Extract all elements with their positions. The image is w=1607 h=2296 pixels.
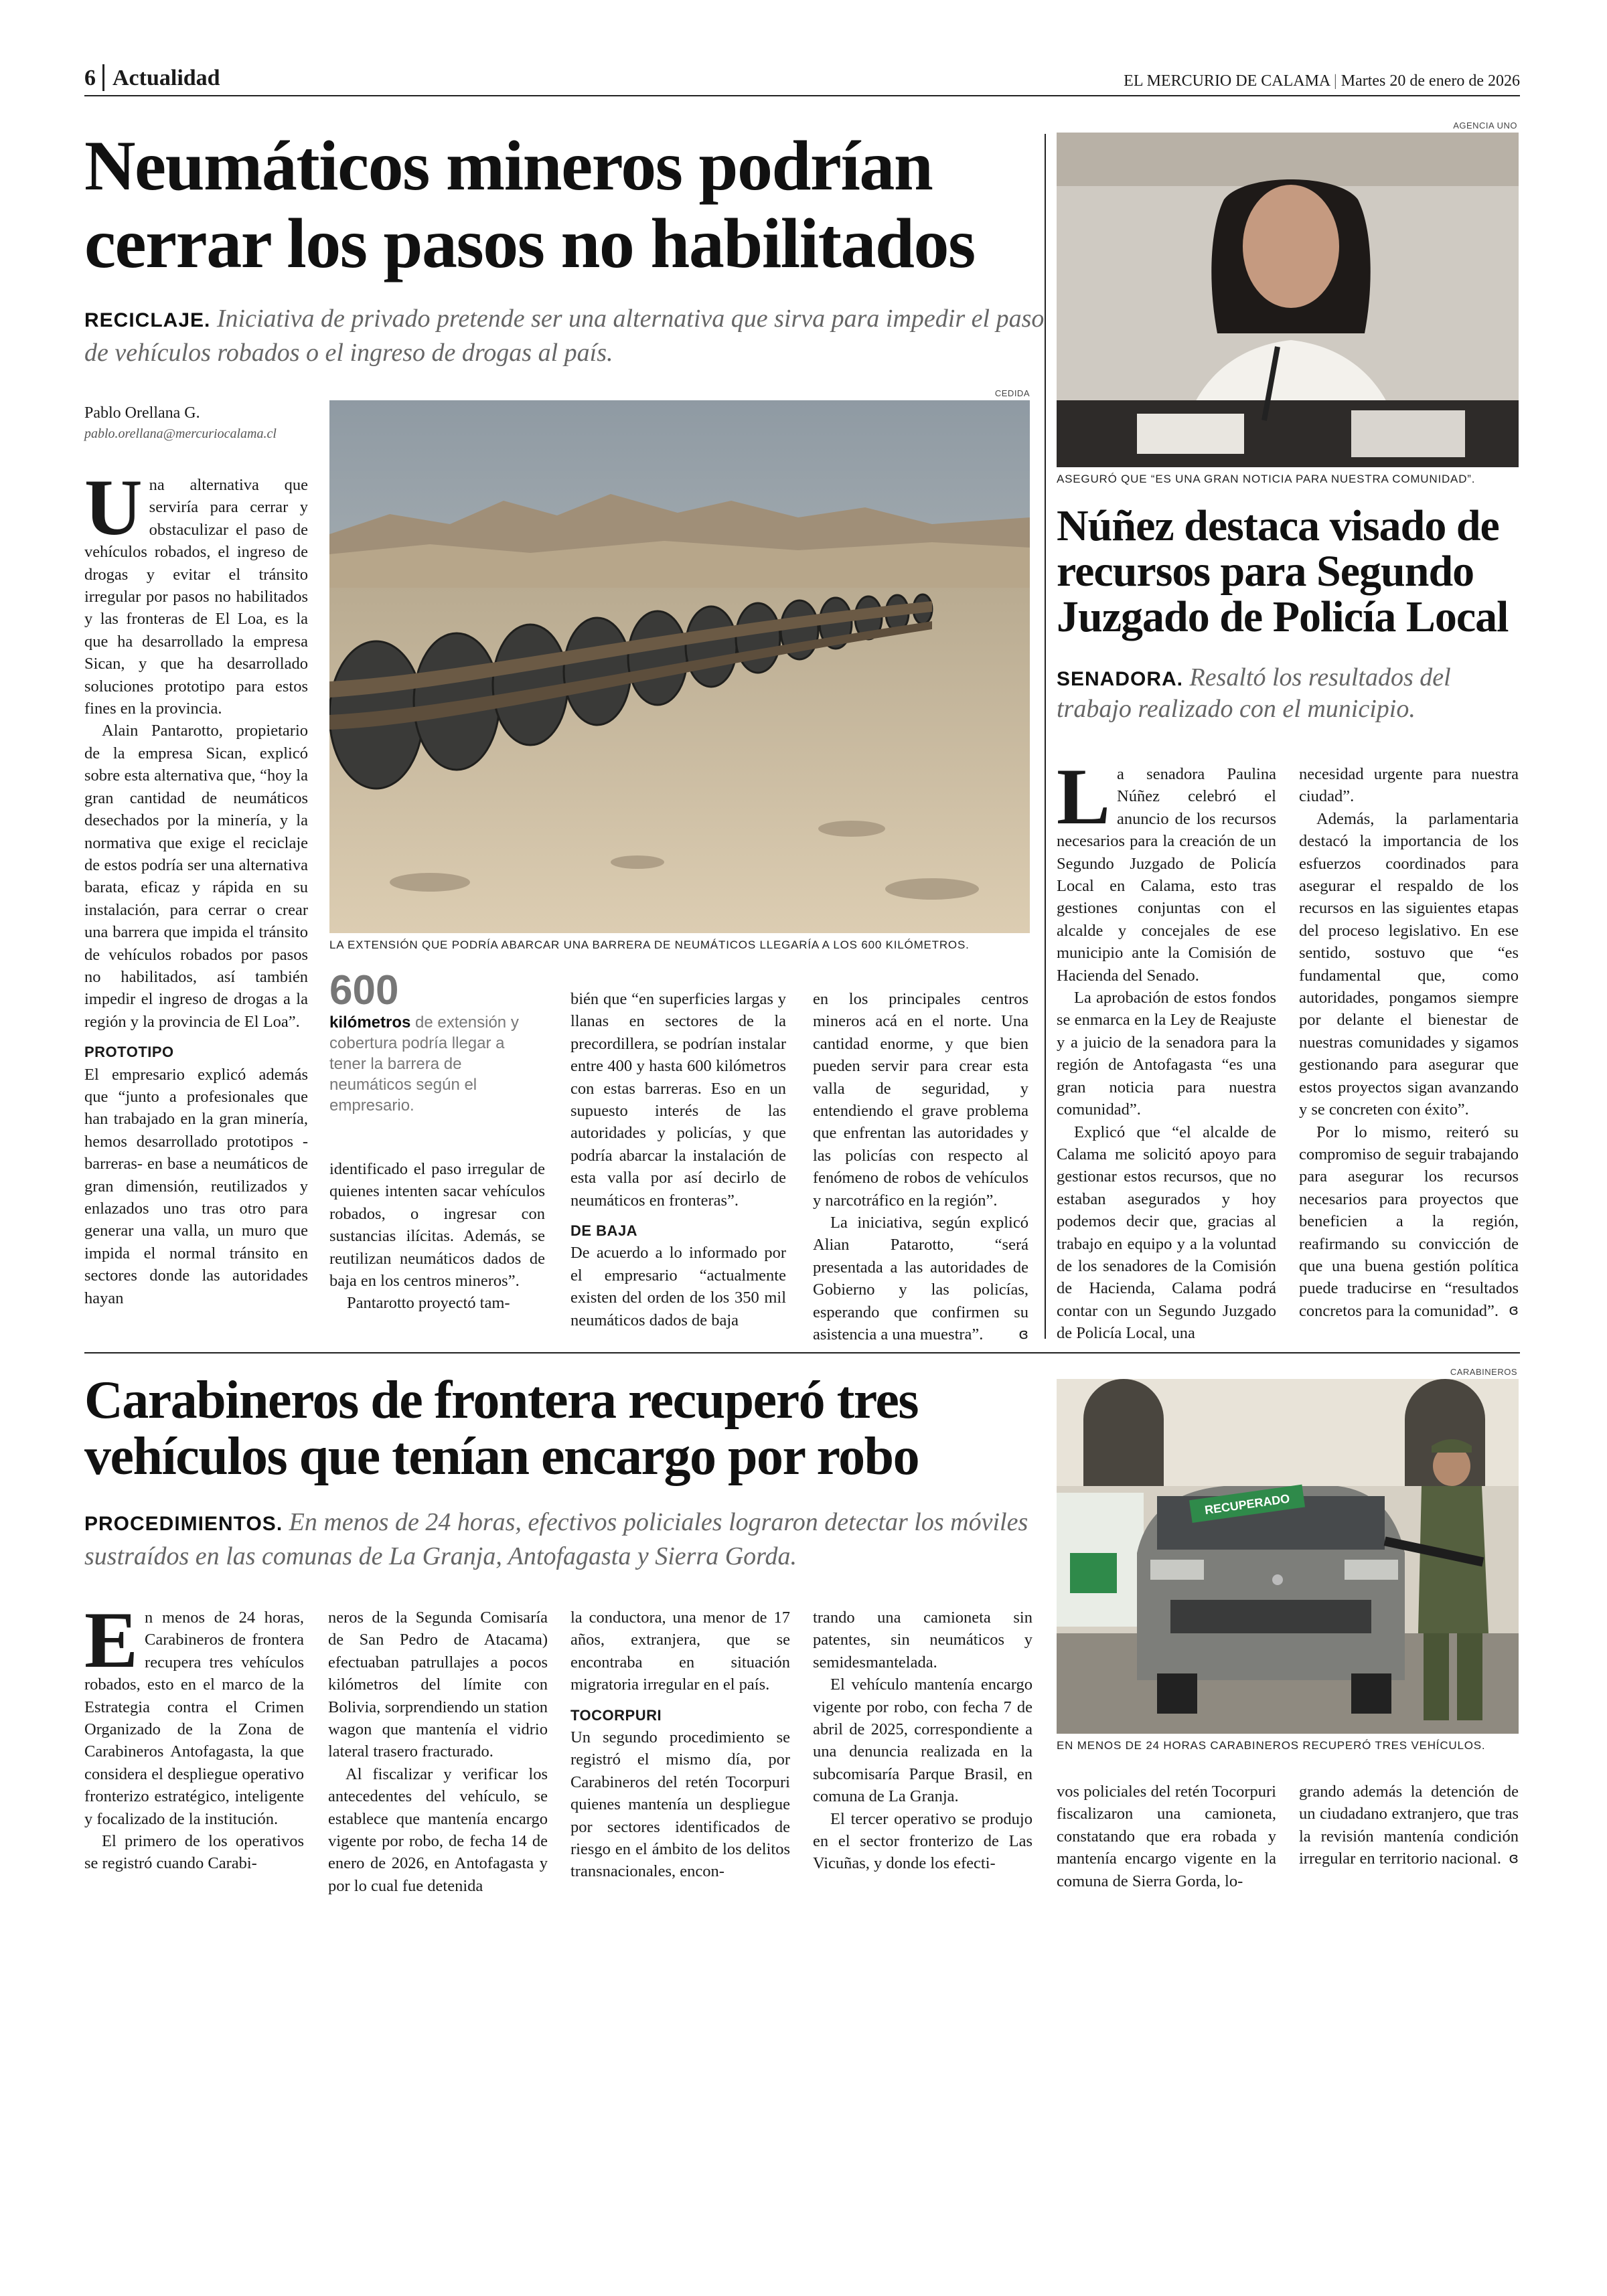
article3-column-5: [1057, 1781, 1276, 1892]
article3-photo-caption: EN MENOS DE 24 HORAS CARABINEROS RECUPERÓ TRES VEHÍCULOS.: [1057, 1739, 1486, 1752]
article1-column-2: [329, 1158, 545, 1315]
header-publication: EL MERCURIO DE CALAMA | Martes 20 de enero de 2026: [1124, 72, 1520, 90]
article1-col2-p2: Pantarotto proyectó tam-: [347, 1294, 510, 1313]
article3-subhead-tocorpuri: TOCORPURI: [570, 1706, 662, 1724]
author-name: Pablo Orellana G.: [84, 404, 200, 422]
senator-photo: [1057, 133, 1519, 467]
article1-col1-p3: El empresario explicó además que “junto a profesionales que han trabajado en la gran minería, hemos desarrollado prototipos -barreras- en base a neumáticos de gran dimensión, reutilizados y enlazados uno tras otro para generar una valla, un muro que impida el normal tránsito en sectores donde las autoridades hayan: [84, 1065, 308, 1307]
article2-deck-text: Resaltó los resultados del trabajo realizado con el municipio.: [1057, 663, 1451, 723]
article3-col3-p2: Un segundo procedimiento se registró el mismo día, por Carabineros del retén Tocorpuri quienes mantenía un despliegue por sectores identificados de riesgo en el ámbito de los delitos transnacionales, encon-: [570, 1728, 790, 1881]
article1-subhead-prototipo: PROTOTIPO: [84, 1044, 174, 1061]
article2-column-2: [1299, 763, 1519, 1322]
article1-deck-text: Iniciativa de privado pretende ser una alternativa que sirva para impedir el paso de vehículos robados o el ingreso de drogas al país.: [84, 305, 1045, 367]
article1-stat-box: [329, 969, 545, 1116]
stat-number: 600: [329, 967, 399, 1013]
article3-column-6: [1299, 1781, 1519, 1870]
article3-column-4: [813, 1607, 1032, 1875]
recovered-badge-text: RECUPERADO: [1203, 1491, 1291, 1518]
article3-col2-p1: neros de la Segunda Comisaría de San Pedro de Atacama) efectuaban patrullajes a pocos kilómetros del límite con Bolivia, sorprendiendo un station wagon que mantenía el vidrio lateral trasero fracturado.: [328, 1609, 548, 1761]
publication-name: EL MERCURIO DE CALAMA: [1124, 72, 1330, 90]
article3-kicker: PROCEDIMIENTOS.: [84, 1513, 283, 1535]
column-separator: [1045, 134, 1046, 1339]
article3-deck-text: En menos de 24 horas, efectivos policiales lograron detectar los móviles sustraídos en las comunas de La Granja, Antofagasta y Sierra Gorda.: [84, 1508, 1028, 1570]
article3-deck: [84, 1506, 1049, 1572]
article3-column-2: [328, 1607, 548, 1897]
article1-col1-p2: Alain Pantarotto, propietario de la empresa Sican, explicó sobre esta alternativa que, “hoy la gran cantidad de neumáticos desechados por la minería, y la normativa que exige el reciclaje de estos podría ser una alternativa barata, eficaz y rápida en su instalación, para cerrar o crear una barrera que impida el tránsito de vehículos robados por pasos no habilitados, así también impedir el ingreso de drogas a la región y la provincia de El Loa”.: [84, 722, 308, 1031]
article2-kicker: SENADORA.: [1057, 668, 1184, 690]
article3-headline-line2: vehículos que tenían encargo por robo: [84, 1427, 919, 1486]
article1-photo-credit: CEDIDA: [994, 388, 1030, 398]
senator-image: [1057, 133, 1519, 467]
article1-deck: [84, 303, 1049, 369]
article1-column-4: [813, 988, 1028, 1345]
article1-subhead-debaja: DE BAJA: [570, 1222, 638, 1240]
page-number: 6: [84, 66, 96, 90]
article1-col2-p1: identificado el paso irregular de quienes intenten sacar vehículos robados, o ingresar con sustancias ilícitas. Además, se reutilizan neumáticos dados de baja en los centros mineros”.: [329, 1160, 545, 1291]
article1-byline: [84, 404, 312, 442]
article1-drop-cap: U: [84, 463, 143, 552]
article2-column-1: [1057, 752, 1276, 1345]
article3-col2-p2: Al fiscalizar y verificar los antecedentes del vehículo, se establece que mantenía encargo vigente por robo, de fecha 14 de enero de 2026, en Antofagasta y por lo cual fue detenida: [328, 1765, 548, 1895]
article1-kicker: RECICLAJE.: [84, 309, 211, 331]
header-divider: [102, 64, 104, 91]
article2-col2-p2: Además, la parlamentaria destacó la importancia de los esfuerzos coordinados para asegurar el respaldo de los recursos en las siguientes etapas del proceso legislativo. En ese sentido, sostuvo que “es fundamental que, como autoridades, pongamos siempre por delante el bienestar de nuestras comunidades y sigamos gestionando para asegurar que estos proyectos sigan avanzando y se concreten con éxito”.: [1299, 809, 1519, 1119]
article1-col4-p1: en los principales centros mineros acá en el norte. Una cantidad enorme, y que bien pueden servir para crear esta valla de seguridad, y entendiendo el grave problema que enfrentan las autoridades y las policías con respecto al fenómeno de robos de vehículos y narcotráfico en la región”.: [813, 990, 1028, 1210]
publication-date: Martes 20 de enero de 2026: [1341, 72, 1520, 90]
article3-col3-p1: la conductora, una menor de 17 años, extranjera, que se encontraba en situación migratoria irregular en el país.: [570, 1609, 790, 1694]
article3-col6-p1: grando además la detención de un ciudadano extranjero, que tras la revisión mantenía condición irregular en territorio nacional.: [1299, 1783, 1519, 1868]
author-email: pablo.orellana@mercuriocalama.cl: [84, 426, 277, 441]
recovered-vehicle-image: [1057, 1379, 1519, 1734]
article2-headline: [1057, 503, 1525, 640]
article1-end-mark: ɞ: [1018, 1325, 1028, 1343]
article2-headline-line1: Núñez destaca visado de: [1057, 501, 1499, 550]
article2-photo-credit: AGENCIA UNO: [1453, 120, 1517, 131]
article3-drop-cap: E: [84, 1595, 139, 1684]
article3-column-3: [570, 1607, 790, 1883]
article2-col1-p2: La aprobación de estos fondos se enmarca en la Ley de Reajuste y a juicio de la senadora para la región de Antofagasta “es una gran noticia para nuestra comunidad”.: [1057, 989, 1276, 1119]
article3-col5-p1: vos policiales del retén Tocorpuri fiscalizaron una camioneta, constatando que era robada y mantenía encargo vigente en la comuna de Sierra Gorda, lo-: [1057, 1783, 1276, 1890]
article1-photo-caption: LA EXTENSIÓN QUE PODRÍA ABARCAR UNA BARRERA DE NEUMÁTICOS LLEGARÍA A LOS 600 KILÓMETROS.: [329, 938, 970, 951]
recovered-vehicle-photo: [1057, 1379, 1519, 1734]
article1-col3-p2: De acuerdo a lo informado por el empresario “actualmente existen del orden de los 350 mil neumáticos dados de baja: [570, 1244, 786, 1329]
article2-col2-p1: necesidad urgente para nuestra ciudad”.: [1299, 765, 1519, 806]
tire-barrier-photo: [329, 400, 1030, 933]
article3-photo-credit: CARABINEROS: [1450, 1367, 1517, 1377]
article2-headline-line2: recursos para Segundo: [1057, 547, 1474, 596]
article1-headline-line1: Neumáticos mineros podrían: [84, 127, 933, 205]
article1-column-3: [570, 988, 786, 1331]
section-separator: [84, 1352, 1520, 1354]
section-name: Actualidad: [112, 66, 220, 90]
article2-drop-cap: L: [1057, 752, 1111, 841]
article3-col1-p1: n menos de 24 horas, Carabineros de frontera recupera tres vehículos robados, esto en el marco de la Estrategia contra el Crimen Organizado de la Zona de Carabineros Antofagasta, la que considera el despliegue operativo fronterizo estratégico, inteligente y focalizado de la institución.: [84, 1609, 304, 1828]
article3-col4-p1: trando una camioneta sin patentes, sin neumáticos y semidesmantelada.: [813, 1609, 1032, 1671]
article3-end-mark: ɞ: [1509, 1850, 1519, 1867]
stat-unit: kilómetros: [329, 1013, 411, 1032]
article2-col2-p3: Por lo mismo, reiteró su compromiso de seguir trabajando para asegurar los recursos necesarios para proyectos que beneficien a la región, reafirmando su convicción de que una buena gestión política puede traducirse en “resultados concretos para la comunidad”.: [1299, 1123, 1519, 1320]
article3-headline: [84, 1372, 1049, 1485]
article2-end-mark: ɞ: [1509, 1302, 1519, 1319]
article1-headline: [84, 127, 1049, 282]
article2-col1-p1: a senadora Paulina Núñez celebró el anuncio de los recursos necesarios para la creación de un Segundo Juzgado de Policía Local en Calama, esto tras gestiones conjuntas con el alcalde y concejales de ese municipio ante la Comisión de Hacienda del Senado.: [1057, 765, 1276, 985]
article1-col1-p1: na alternativa que serviría para cerrar y obstaculizar el paso de vehículos robados, el ingreso de drogas y evitar el tránsito irregular por pasos no habilitados y las fronteras de El Loa, es la que ha desarrollado la empresa Sican, y que ha desarrollado soluciones prototipo para estos fines en la provincia.: [84, 476, 308, 718]
article3-col4-p3: El tercer operativo se produjo en el sector fronterizo de Las Vicuñas, y donde los efecti-: [813, 1809, 1032, 1873]
tire-barrier-image: [329, 400, 1030, 933]
article1-headline-line2: cerrar los pasos no habilitados: [84, 204, 975, 282]
article3-col1-p2: El primero de los operativos se registró cuando Carabi-: [84, 1832, 304, 1873]
article2-col1-p3: Explicó que “el alcalde de Calama me solicitó apoyo para gestionar estos recursos, que no estaban asegurados y hoy podemos decir que, gracias al trabajo en equipo y a la voluntad de los senadores de la Comisión de Hacienda, Calama podrá contar con un Segundo Juzgado de Policía Local, una: [1057, 1123, 1276, 1343]
article1-column-1: [84, 463, 308, 1309]
article1-col4-p2: La iniciativa, según explicó Alian Patarotto, “será presentada a las autoridades de Gobierno y las policías, esperando que confirmen su asistencia a una muestra”.: [813, 1214, 1028, 1344]
stat-text: de extensión y cobertura podría llegar a tener la barrera de neumáticos según el empresario.: [329, 1013, 519, 1115]
article3-headline-line1: Carabineros de frontera recuperó tres: [84, 1371, 918, 1430]
article3-column-1: [84, 1595, 304, 1875]
article2-deck: [1057, 663, 1519, 724]
article2-photo-caption: ASEGURÓ QUE “ES UNA GRAN NOTICIA PARA NUESTRA COMUNIDAD”.: [1057, 473, 1476, 485]
article1-col3-p1: bién que “en superficies largas y llanas en sectores de la precordillera, se podrían instalar entre 400 y hasta 600 kilómetros con estas barreras. Eso en un supuesto interés de las autoridades y policías, y que podría abarcar la instalación de esta valla por así decirlo de neumáticos en fronteras”.: [570, 990, 786, 1210]
article3-col4-p2: El vehículo mantenía encargo vigente por robo, con fecha 7 de abril de 2025, correspondiente a una denuncia realizada en la subcomisaría Parque Brasil, en comuna de La Granja.: [813, 1675, 1032, 1806]
article2-headline-line3: Juzgado de Policía Local: [1057, 592, 1509, 641]
header-rule: [84, 95, 1520, 96]
